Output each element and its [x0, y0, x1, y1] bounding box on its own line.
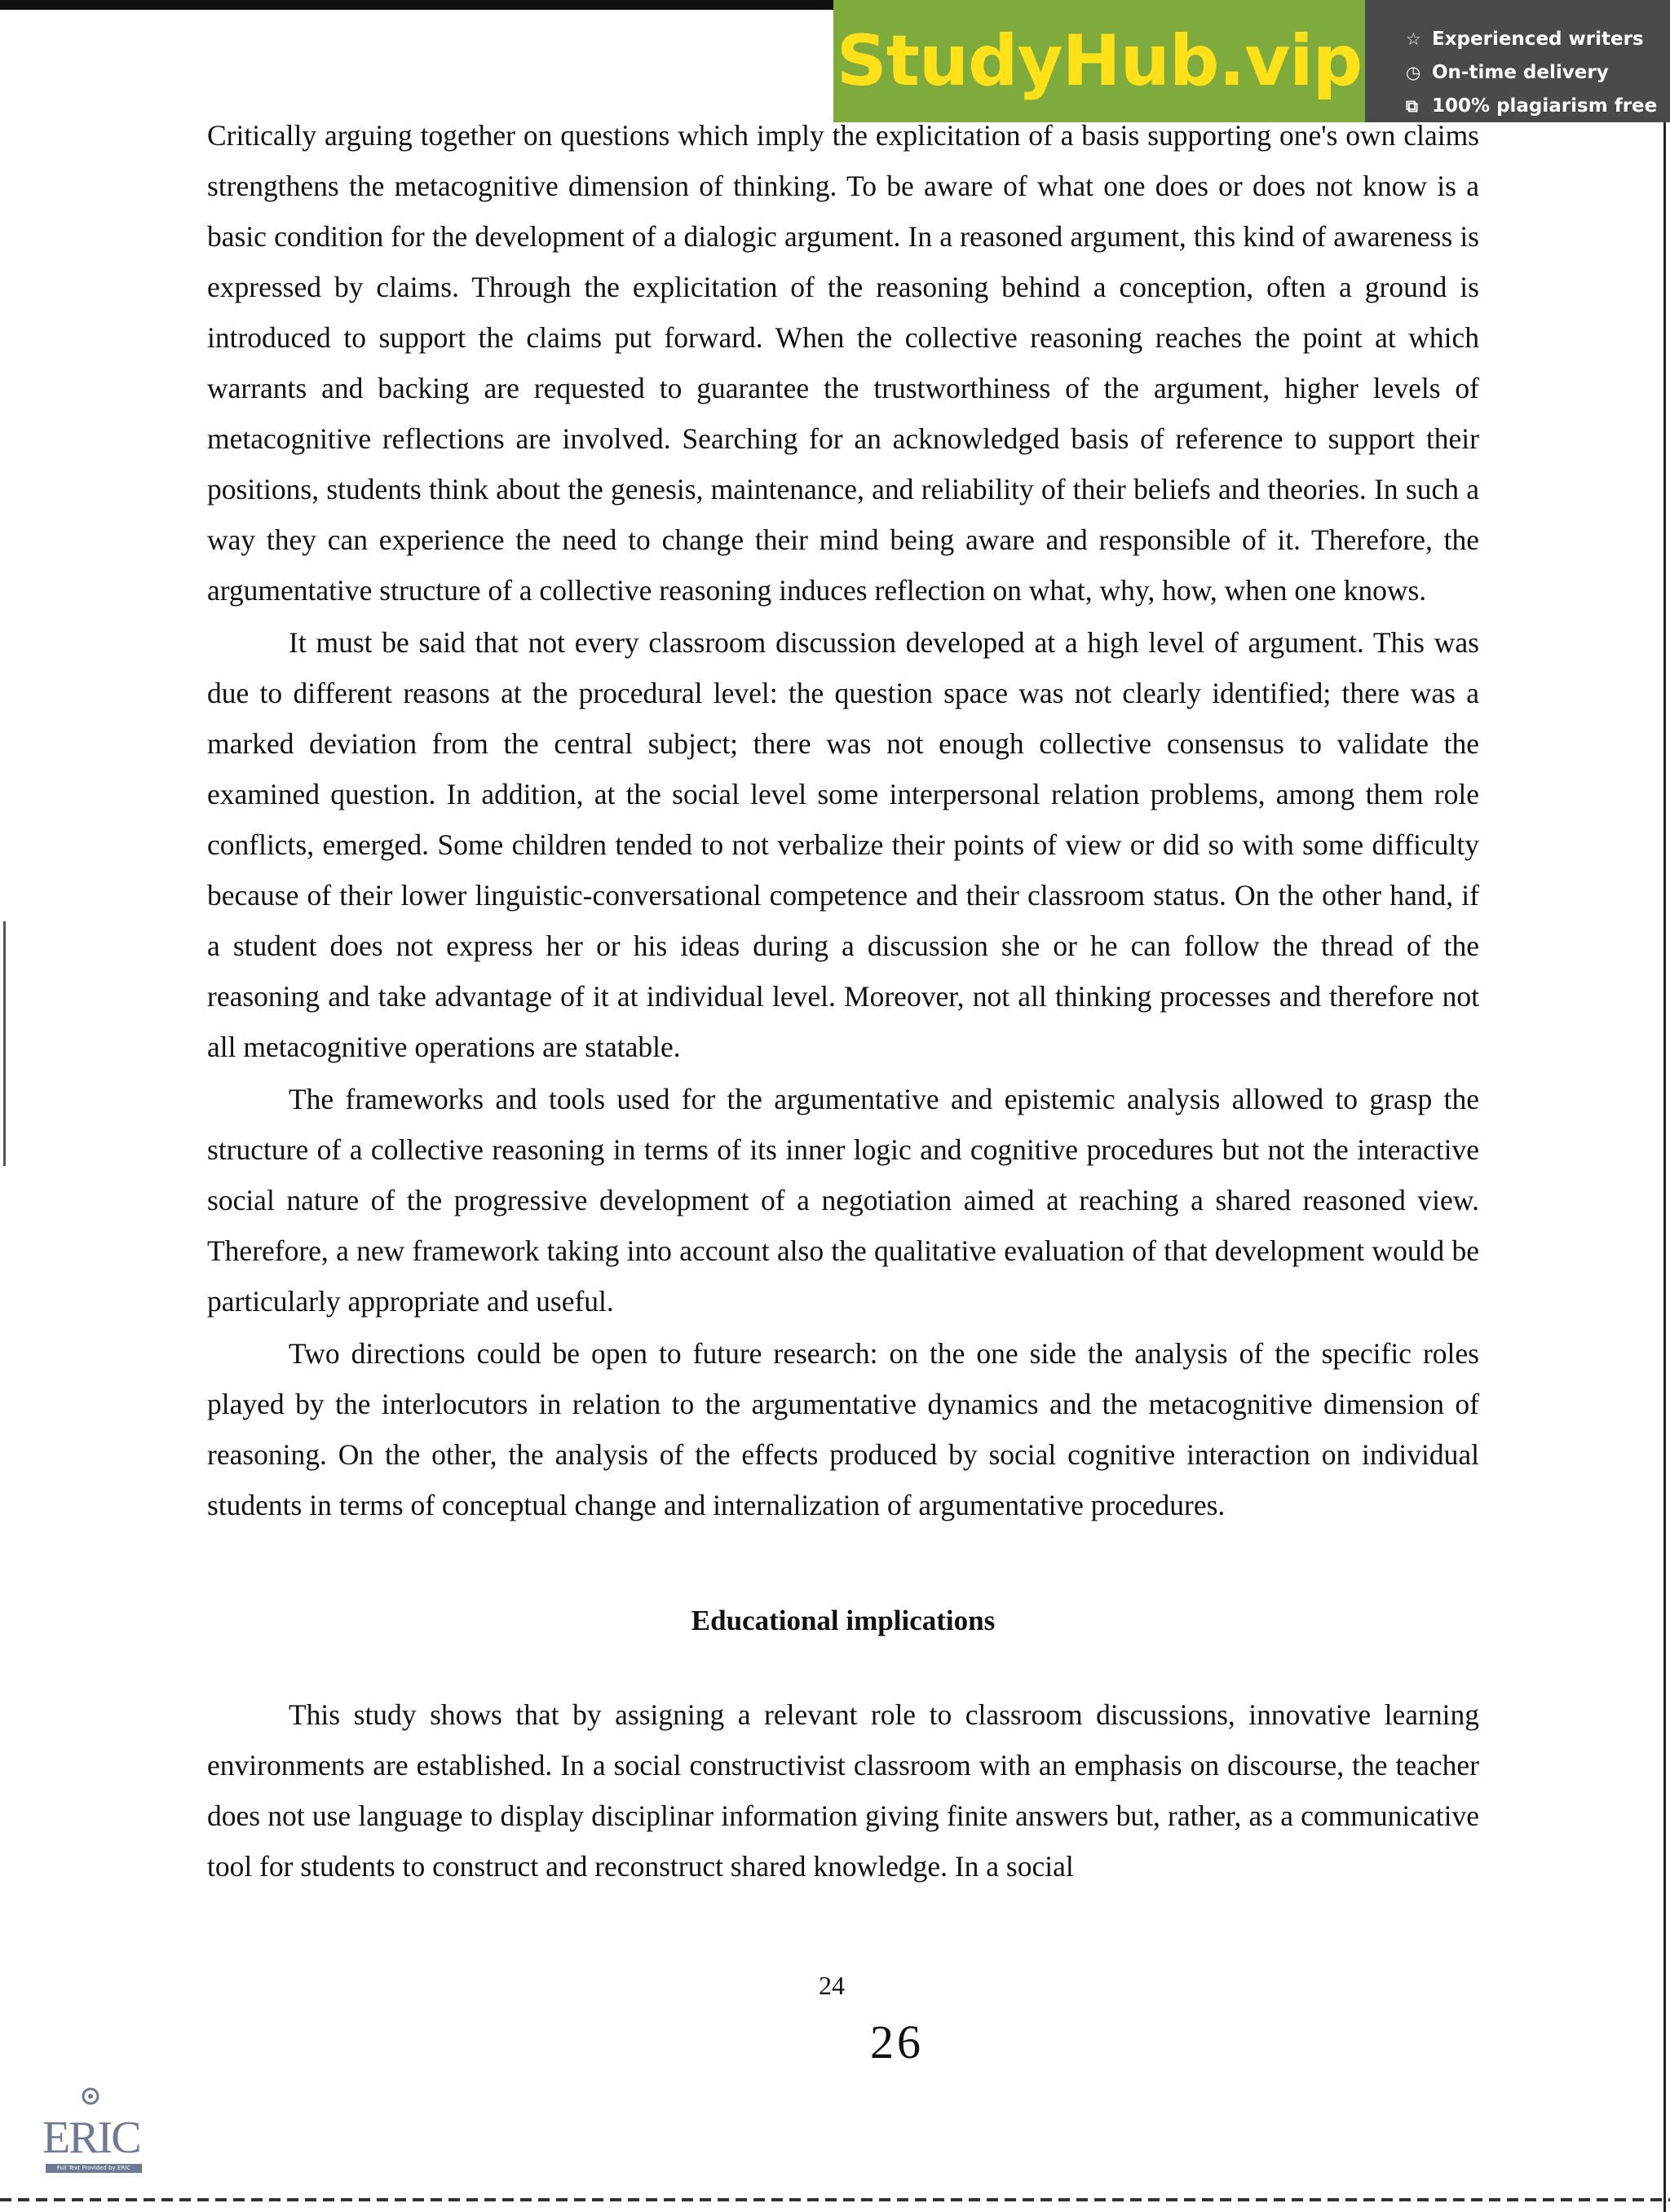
studyhub-logo: StudyHub.vip — [836, 20, 1363, 102]
page-number: 24 — [819, 1971, 845, 2000]
eric-flame-icon — [82, 2087, 99, 2105]
star-outline-icon: ☆ — [1406, 29, 1421, 49]
eric-logo — [42, 2087, 148, 2177]
feature-on-time-delivery — [1406, 56, 1670, 90]
feature-experienced-writers — [1406, 23, 1670, 56]
paragraph-educational-implications: This study shows that by assigning a relevant role to classroom discussions, innovative learning environments are established. In a social constructivist classroom with an emphasis on discourse, the teacher does not use language to display disciplinar information giving finite answers but, rather, as a communicative tool for students to construct and reconstruct shared knowledge. In a social — [207, 1698, 1479, 1883]
document-body — [207, 110, 1479, 1892]
studyhub-logo-panel[interactable] — [833, 0, 1365, 122]
feature-label: On-time delivery — [1432, 62, 1609, 83]
studyhub-banner[interactable] — [833, 0, 1670, 122]
paragraph-future-research: Two directions could be open to future research: on the one side the analysis of the specific roles played by the interlocutors in relation to the argumentative dynamics and the metacognitive dimension of reasoning. On the other, the analysis of the effects produced by social cognitive interaction on individual students in terms of conceptual change and internalization of argumentative procedures. — [207, 1337, 1479, 1521]
scan-bottom-edge — [0, 2198, 1670, 2201]
section-heading: Educational implications — [691, 1605, 996, 1636]
scan-page-number: 26 — [870, 2016, 924, 2069]
scan-left-mark — [3, 921, 6, 1166]
clock-icon: ◷ — [1406, 63, 1421, 82]
document-copy-icon: ⧉ — [1406, 96, 1418, 116]
eric-logo-text: ERIC — [42, 2113, 140, 2163]
paragraph-frameworks: The frameworks and tools used for the argumentative and epistemic analysis allowed to grasp the structure of a collective reasoning in terms of its inner logic and cognitive procedures but not the interactive social nature of the progressive development of a negotiation aimed at reaching a shared reasoned view. Therefore, a new framework taking into account also the qualitative evaluation of that development would be particularly appropriate and useful. — [207, 1083, 1479, 1318]
scan-top-edge — [0, 0, 833, 10]
eric-tagline: Full Text Provided by ERIC — [46, 2164, 142, 2173]
feature-label: Experienced writers — [1432, 29, 1644, 50]
scan-right-edge — [1663, 114, 1666, 2212]
paragraph-discussion-levels: It must be said that not every classroom discussion developed at a high level of argument. This was due to different reasons at the procedural level: the question space was not clearly identified; there was a marked deviation from the central subject; there was not enough collective consensus to validate the examined question. In addition, at the social level some interpersonal relation problems, among them role conflicts, emerged. Some children tended to not verbalize their points of view or did so with some difficulty because of their lower linguistic-conversational competence and their classroom status. On the other hand, if a student does not express her or his ideas during a discussion she or he can follow the thread of the reasoning and take advantage of it at individual level. Moreover, not all thinking processes and therefore not all metacognitive operations are statable. — [207, 626, 1479, 1063]
banner-features — [1365, 0, 1670, 122]
paragraph-metacognitive: Critically arguing together on questions which imply the explicitation of a basis supporting one's own claims strengthens the metacognitive dimension of thinking. To be aware of what one does or does not know is a basic condition for the development of a dialogic argument. In a reasoned argument, this kind of awareness is expressed by claims. Through the explicitation of the reasoning behind a conception, often a ground is introduced to support the claims put forward. When the collective reasoning reaches the point at which warrants and backing are requested to guarantee the trustworthiness of the argument, higher levels of metacognitive reflections are involved. Searching for an acknowledged basis of reference to support their positions, students think about the genesis, maintenance, and reliability of their beliefs and theories. In such a way they can experience the need to change their mind being aware and responsible of it. Therefore, the argumentative structure of a collective reasoning induces reflection on what, why, how, when one knows. — [207, 119, 1479, 607]
feature-label: 100% plagiarism free — [1432, 95, 1658, 117]
